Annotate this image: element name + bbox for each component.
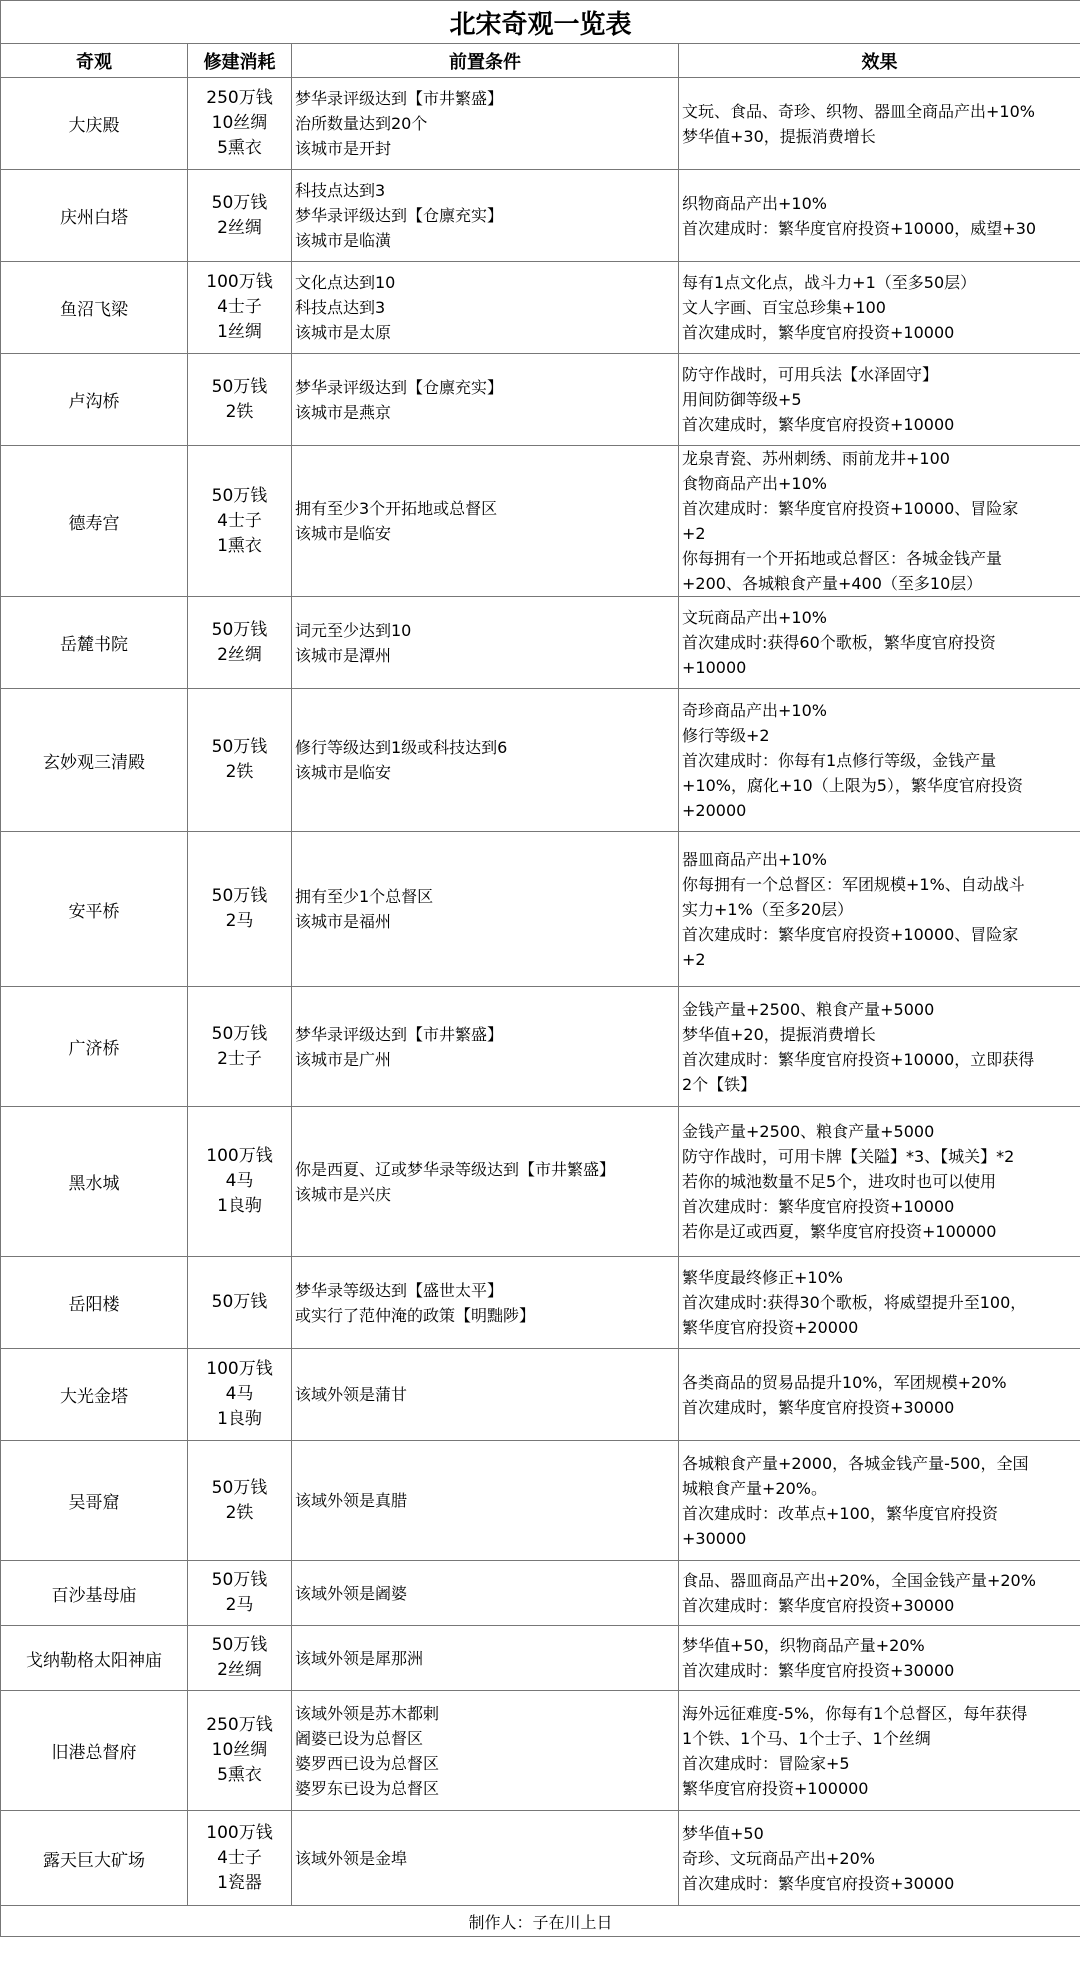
effects-line: 首次建成时：你每有1点修行等级，金钱产量 bbox=[682, 750, 997, 770]
build-cost bbox=[188, 832, 292, 987]
effects-line: 若你是辽或西夏，繁华度官府投资+100000 bbox=[682, 1222, 997, 1241]
build-cost-line: 50万钱 bbox=[211, 1292, 268, 1312]
prerequisites bbox=[292, 262, 679, 354]
table-row bbox=[1, 1811, 1080, 1906]
effects-line: 首次建成时：繁华度官府投资+30000 bbox=[682, 1596, 955, 1615]
effects-line: 各类商品的贸易品提升10%，军团规模+20% bbox=[682, 1372, 1007, 1392]
prerequisites-line: 梦华录评级达到【仓廪充实】 bbox=[295, 377, 504, 397]
wonder-name: 鱼沼飞梁 bbox=[1, 262, 188, 354]
effects-line: 梦华值+50，织物商品产量+20% bbox=[682, 1636, 925, 1655]
build-cost bbox=[188, 1811, 292, 1906]
prerequisites bbox=[292, 1349, 679, 1441]
effects bbox=[679, 1811, 1080, 1906]
column-header-prerequisite: 前置条件 bbox=[292, 44, 679, 78]
effects-line: 繁华度官府投资+100000 bbox=[682, 1778, 869, 1798]
build-cost-line: 1熏衣 bbox=[217, 535, 262, 556]
wonder-name: 安平桥 bbox=[1, 832, 188, 987]
effects bbox=[679, 78, 1080, 170]
prerequisites-line: 文化点达到10 bbox=[295, 273, 396, 292]
effects bbox=[679, 987, 1080, 1107]
wonder-name: 德寿宫 bbox=[1, 446, 188, 597]
prerequisites bbox=[292, 1257, 679, 1349]
build-cost-line: 100万钱 bbox=[206, 1146, 273, 1166]
table-row bbox=[1, 597, 1080, 689]
table-title: 北宋奇观一览表 bbox=[1, 1, 1080, 44]
table-row bbox=[1, 170, 1080, 262]
build-cost-line: 50万钱 bbox=[211, 886, 268, 906]
effects-line: +30000 bbox=[682, 1528, 747, 1548]
prerequisites-line: 词元至少达到10 bbox=[295, 620, 412, 640]
effects-line: 文玩、食品、奇珍、织物、器皿全商品产出+10% bbox=[682, 101, 1035, 121]
build-cost bbox=[188, 1561, 292, 1626]
build-cost-line: 50万钱 bbox=[211, 1570, 268, 1590]
effects-line: 首次建成时：改革点+100，繁华度官府投资 bbox=[682, 1503, 998, 1523]
prerequisites-line: 梦华录等级达到【盛世太平】 bbox=[295, 1280, 504, 1300]
prerequisites bbox=[292, 689, 679, 832]
build-cost-line: 5熏衣 bbox=[217, 138, 262, 158]
effects-line: 首次建成时:获得60个歌板，繁华度官府投资 bbox=[682, 633, 996, 652]
prerequisites-line: 梦华录评级达到【市井繁盛】 bbox=[295, 1024, 504, 1044]
prerequisites bbox=[292, 78, 679, 170]
effects-line: 防守作战时，可用兵法【水泽固守】 bbox=[682, 365, 939, 384]
wonder-name: 露天巨大矿场 bbox=[1, 1811, 188, 1906]
effects-line: 金钱产量+2500、粮食产量+5000 bbox=[682, 999, 935, 1019]
effects-line: +2 bbox=[682, 524, 706, 543]
header-row bbox=[1, 44, 1080, 78]
prerequisites bbox=[292, 1441, 679, 1561]
table-row bbox=[1, 78, 1080, 170]
effects-line: 繁华度最终修正+10% bbox=[682, 1268, 843, 1287]
build-cost bbox=[188, 354, 292, 446]
effects-line: 金钱产量+2500、粮食产量+5000 bbox=[682, 1122, 935, 1141]
build-cost-line: 50万钱 bbox=[211, 376, 268, 397]
effects-line: 文玩商品产出+10% bbox=[682, 608, 827, 627]
effects bbox=[679, 1107, 1080, 1257]
effects-line: 织物商品产出+10% bbox=[682, 193, 827, 213]
prerequisites-line: 该域外领是蒲甘 bbox=[295, 1385, 408, 1404]
effects-line: 梦华值+50 bbox=[682, 1823, 764, 1843]
effects bbox=[679, 689, 1080, 832]
effects-line: 首次建成时:获得30个歌板，将威望提升至100， bbox=[682, 1293, 1027, 1312]
prerequisites bbox=[292, 1107, 679, 1257]
table-row bbox=[1, 354, 1080, 446]
build-cost-line: 50万钱 bbox=[211, 619, 268, 640]
effects-line: 城粮食产量+20%。 bbox=[682, 1478, 827, 1498]
build-cost-line: 250万钱 bbox=[206, 1715, 273, 1735]
column-header-wonder: 奇观 bbox=[1, 44, 188, 78]
effects-line: 食品、器皿商品产出+20%，全国金钱产量+20% bbox=[682, 1571, 1036, 1590]
prerequisites-line: 该城市是临安 bbox=[295, 524, 392, 543]
prerequisites-line: 该城市是临安 bbox=[295, 763, 392, 782]
prerequisites bbox=[292, 1626, 679, 1691]
prerequisites-line: 婆罗西已设为总督区 bbox=[295, 1753, 440, 1773]
build-cost-line: 10丝绸 bbox=[211, 1740, 268, 1760]
build-cost-line: 100万钱 bbox=[206, 1359, 273, 1379]
build-cost-line: 2士子 bbox=[217, 1048, 262, 1069]
effects-line: 梦华值+30，提振消费增长 bbox=[682, 126, 876, 146]
build-cost bbox=[188, 1257, 292, 1349]
wonder-name: 百沙基母庙 bbox=[1, 1561, 188, 1626]
build-cost-line: 1瓷器 bbox=[217, 1872, 262, 1893]
build-cost-line: 2铁 bbox=[225, 401, 254, 422]
wonder-name: 戈纳勒格太阳神庙 bbox=[1, 1626, 188, 1691]
wonder-name: 大庆殿 bbox=[1, 78, 188, 170]
author-credit: 制作人：子在川上日 bbox=[1, 1906, 1080, 1937]
prerequisites bbox=[292, 446, 679, 597]
wonder-name: 广济桥 bbox=[1, 987, 188, 1107]
effects bbox=[679, 262, 1080, 354]
effects bbox=[679, 1441, 1080, 1561]
build-cost bbox=[188, 170, 292, 262]
effects-line: 首次建成时：繁华度官府投资+10000，威望+30 bbox=[682, 218, 1037, 238]
effects-line: 首次建成时：繁华度官府投资+10000 bbox=[682, 1197, 955, 1216]
effects-line: 首次建成时：繁华度官府投资+10000、冒险家 bbox=[682, 924, 1019, 944]
effects bbox=[679, 832, 1080, 987]
effects-line: +10%，腐化+10（上限为5），繁华度官府投资 bbox=[682, 775, 1023, 795]
prerequisites-line: 该城市是燕京 bbox=[295, 402, 392, 422]
effects-line: 奇珍商品产出+10% bbox=[682, 700, 827, 720]
table-row bbox=[1, 1691, 1080, 1811]
effects-line: +200、各城粮食产量+400（至多10层） bbox=[682, 574, 983, 593]
build-cost bbox=[188, 446, 292, 597]
build-cost-line: 2丝绸 bbox=[217, 217, 262, 238]
table-row bbox=[1, 446, 1080, 597]
build-cost bbox=[188, 1626, 292, 1691]
prerequisites-line: 科技点达到3 bbox=[295, 298, 386, 317]
build-cost-line: 50万钱 bbox=[211, 192, 268, 213]
prerequisites-line: 阇婆已设为总督区 bbox=[295, 1728, 424, 1748]
effects-line: +20000 bbox=[682, 800, 747, 820]
table-row bbox=[1, 1349, 1080, 1441]
table-row bbox=[1, 1107, 1080, 1257]
prerequisites-line: 婆罗东已设为总督区 bbox=[295, 1778, 440, 1798]
build-cost-line: 50万钱 bbox=[211, 1477, 268, 1498]
prerequisites-line: 该城市是临潢 bbox=[295, 231, 392, 250]
effects bbox=[679, 1626, 1080, 1691]
effects-line: 首次建成时：繁华度官府投资+30000 bbox=[682, 1661, 955, 1680]
table-row bbox=[1, 1626, 1080, 1691]
effects-line: 繁华度官府投资+20000 bbox=[682, 1318, 859, 1337]
table-row bbox=[1, 1257, 1080, 1349]
effects-line: 文人字画、百宝总珍集+100 bbox=[682, 298, 886, 317]
effects bbox=[679, 1349, 1080, 1441]
build-cost-line: 1良驹 bbox=[217, 1196, 262, 1216]
build-cost-line: 100万钱 bbox=[206, 1822, 273, 1843]
wonder-name: 岳麓书院 bbox=[1, 597, 188, 689]
build-cost-line: 100万钱 bbox=[206, 272, 273, 292]
prerequisites-line: 该城市是潭州 bbox=[295, 645, 392, 665]
prerequisites-line: 该域外领是犀那洲 bbox=[295, 1648, 424, 1668]
effects-line: 龙泉青瓷、苏州刺绣、雨前龙井+100 bbox=[682, 449, 950, 468]
prerequisites bbox=[292, 832, 679, 987]
effects bbox=[679, 446, 1080, 597]
table-row bbox=[1, 832, 1080, 987]
effects-line: 首次建成时，繁华度官府投资+10000 bbox=[682, 415, 955, 434]
prerequisites bbox=[292, 354, 679, 446]
build-cost bbox=[188, 1349, 292, 1441]
prerequisites-line: 治所数量达到20个 bbox=[295, 114, 428, 133]
effects-line: 用间防御等级+5 bbox=[682, 390, 802, 409]
effects-line: 实力+1%（至多20层） bbox=[682, 899, 854, 919]
build-cost bbox=[188, 597, 292, 689]
prerequisites-line: 该域外领是真腊 bbox=[295, 1491, 408, 1510]
effects bbox=[679, 354, 1080, 446]
build-cost-line: 50万钱 bbox=[211, 485, 268, 506]
prerequisites bbox=[292, 170, 679, 262]
effects-line: 食物商品产出+10% bbox=[682, 474, 827, 493]
build-cost-line: 1良驹 bbox=[217, 1409, 262, 1429]
table-row bbox=[1, 987, 1080, 1107]
build-cost-line: 5熏衣 bbox=[217, 1765, 262, 1785]
table-row bbox=[1, 689, 1080, 832]
wonder-name: 玄妙观三清殿 bbox=[1, 689, 188, 832]
build-cost-line: 50万钱 bbox=[211, 1023, 268, 1044]
effects-line: 首次建成时，繁华度官府投资+10000 bbox=[682, 323, 955, 342]
effects-line: 你每拥有一个开拓地或总督区：各城金钱产量 bbox=[682, 549, 1003, 568]
column-header-cost: 修建消耗 bbox=[188, 44, 292, 78]
wonder-name: 大光金塔 bbox=[1, 1349, 188, 1441]
effects-line: 器皿商品产出+10% bbox=[682, 849, 827, 869]
build-cost-line: 4士子 bbox=[217, 297, 262, 317]
effects-line: 首次建成时：繁华度官府投资+10000、冒险家 bbox=[682, 499, 1019, 518]
effects-line: 你每拥有一个总督区：军团规模+1%、自动战斗 bbox=[682, 874, 1025, 894]
prerequisites-line: 你是西夏、辽或梦华录等级达到【市井繁盛】 bbox=[295, 1159, 616, 1179]
effects bbox=[679, 597, 1080, 689]
table-row bbox=[1, 1441, 1080, 1561]
prerequisites-line: 该域外领是阇婆 bbox=[295, 1583, 408, 1603]
effects bbox=[679, 1257, 1080, 1349]
effects-line: 首次建成时：冒险家+5 bbox=[682, 1753, 850, 1773]
build-cost-line: 50万钱 bbox=[211, 1635, 268, 1655]
build-cost bbox=[188, 689, 292, 832]
prerequisites-line: 拥有至少3个开拓地或总督区 bbox=[295, 499, 498, 518]
effects bbox=[679, 1691, 1080, 1811]
effects-line: 梦华值+20，提振消费增长 bbox=[682, 1024, 876, 1044]
effects-line: 1个铁、1个马、1个士子、1个丝绸 bbox=[682, 1728, 931, 1748]
wonder-name: 庆州白塔 bbox=[1, 170, 188, 262]
build-cost-line: 250万钱 bbox=[206, 88, 273, 108]
prerequisites-line: 该城市是福州 bbox=[295, 912, 392, 931]
wonder-name: 黑水城 bbox=[1, 1107, 188, 1257]
effects-line: +2 bbox=[682, 949, 706, 969]
effects-line: 修行等级+2 bbox=[682, 725, 770, 745]
prerequisites-line: 该城市是广州 bbox=[295, 1049, 392, 1069]
build-cost-line: 2铁 bbox=[225, 762, 254, 782]
prerequisites bbox=[292, 987, 679, 1107]
build-cost-line: 2马 bbox=[225, 911, 254, 931]
build-cost-line: 1丝绸 bbox=[217, 322, 262, 342]
prerequisites bbox=[292, 1561, 679, 1626]
effects-line: +10000 bbox=[682, 658, 747, 677]
table-body bbox=[1, 78, 1080, 1906]
build-cost-line: 4马 bbox=[225, 1384, 254, 1404]
prerequisites-line: 或实行了范仲淹的政策【明黜陟】 bbox=[295, 1305, 536, 1325]
prerequisites bbox=[292, 1691, 679, 1811]
build-cost-line: 10丝绸 bbox=[211, 113, 268, 133]
build-cost-line: 4马 bbox=[225, 1171, 254, 1191]
build-cost bbox=[188, 78, 292, 170]
build-cost bbox=[188, 1691, 292, 1811]
build-cost bbox=[188, 262, 292, 354]
prerequisites-line: 拥有至少1个总督区 bbox=[295, 887, 434, 906]
build-cost-line: 4士子 bbox=[217, 1847, 262, 1868]
prerequisites bbox=[292, 597, 679, 689]
prerequisites-line: 科技点达到3 bbox=[295, 181, 386, 200]
prerequisites-line: 该域外领是金埠 bbox=[295, 1848, 408, 1868]
build-cost-line: 4士子 bbox=[217, 510, 262, 531]
effects-line: 首次建成时：繁华度官府投资+10000，立即获得 bbox=[682, 1049, 1035, 1069]
build-cost-line: 2丝绸 bbox=[217, 644, 262, 665]
prerequisites-line: 该城市是太原 bbox=[295, 323, 392, 342]
build-cost bbox=[188, 1441, 292, 1561]
footer-row bbox=[1, 1906, 1080, 1937]
build-cost-line: 2马 bbox=[225, 1595, 254, 1615]
prerequisites-line: 梦华录评级达到【市井繁盛】 bbox=[295, 89, 504, 108]
build-cost-line: 2铁 bbox=[225, 1502, 254, 1523]
effects-line: 每有1点文化点，战斗力+1（至多50层） bbox=[682, 273, 977, 292]
effects-line: 海外远征难度-5%，你每有1个总督区，每年获得 bbox=[682, 1703, 1028, 1723]
effects-line: 各城粮食产量+2000，各城金钱产量-500，全国 bbox=[682, 1453, 1029, 1473]
table-row bbox=[1, 262, 1080, 354]
wonder-name: 卢沟桥 bbox=[1, 354, 188, 446]
wonder-name: 旧港总督府 bbox=[1, 1691, 188, 1811]
column-header-effect: 效果 bbox=[679, 44, 1080, 78]
effects-line: 奇珍、文玩商品产出+20% bbox=[682, 1848, 875, 1868]
effects-line: 首次建成时，繁华度官府投资+30000 bbox=[682, 1397, 955, 1417]
build-cost-line: 50万钱 bbox=[211, 737, 268, 757]
prerequisites-line: 梦华录评级达到【仓廪充实】 bbox=[295, 206, 504, 225]
effects-line: 防守作战时，可用卡牌【关隘】*3、【城关】*2 bbox=[682, 1147, 1015, 1166]
wonder-name: 吴哥窟 bbox=[1, 1441, 188, 1561]
prerequisites-line: 该城市是兴庆 bbox=[295, 1184, 392, 1204]
build-cost bbox=[188, 987, 292, 1107]
title-row bbox=[1, 1, 1080, 44]
prerequisites bbox=[292, 1811, 679, 1906]
build-cost bbox=[188, 1107, 292, 1257]
effects bbox=[679, 1561, 1080, 1626]
prerequisites-line: 该城市是开封 bbox=[295, 139, 392, 158]
table-row bbox=[1, 1561, 1080, 1626]
effects-line: 2个【铁】 bbox=[682, 1074, 757, 1094]
effects-line: 首次建成时：繁华度官府投资+30000 bbox=[682, 1873, 955, 1893]
prerequisites-line: 该域外领是苏木都剌 bbox=[295, 1703, 440, 1723]
wonder-name: 岳阳楼 bbox=[1, 1257, 188, 1349]
prerequisites-line: 修行等级达到1级或科技达到6 bbox=[295, 738, 508, 757]
effects-line: 若你的城池数量不足5个，进攻时也可以使用 bbox=[682, 1172, 997, 1191]
build-cost-line: 2丝绸 bbox=[217, 1660, 262, 1680]
effects bbox=[679, 170, 1080, 262]
